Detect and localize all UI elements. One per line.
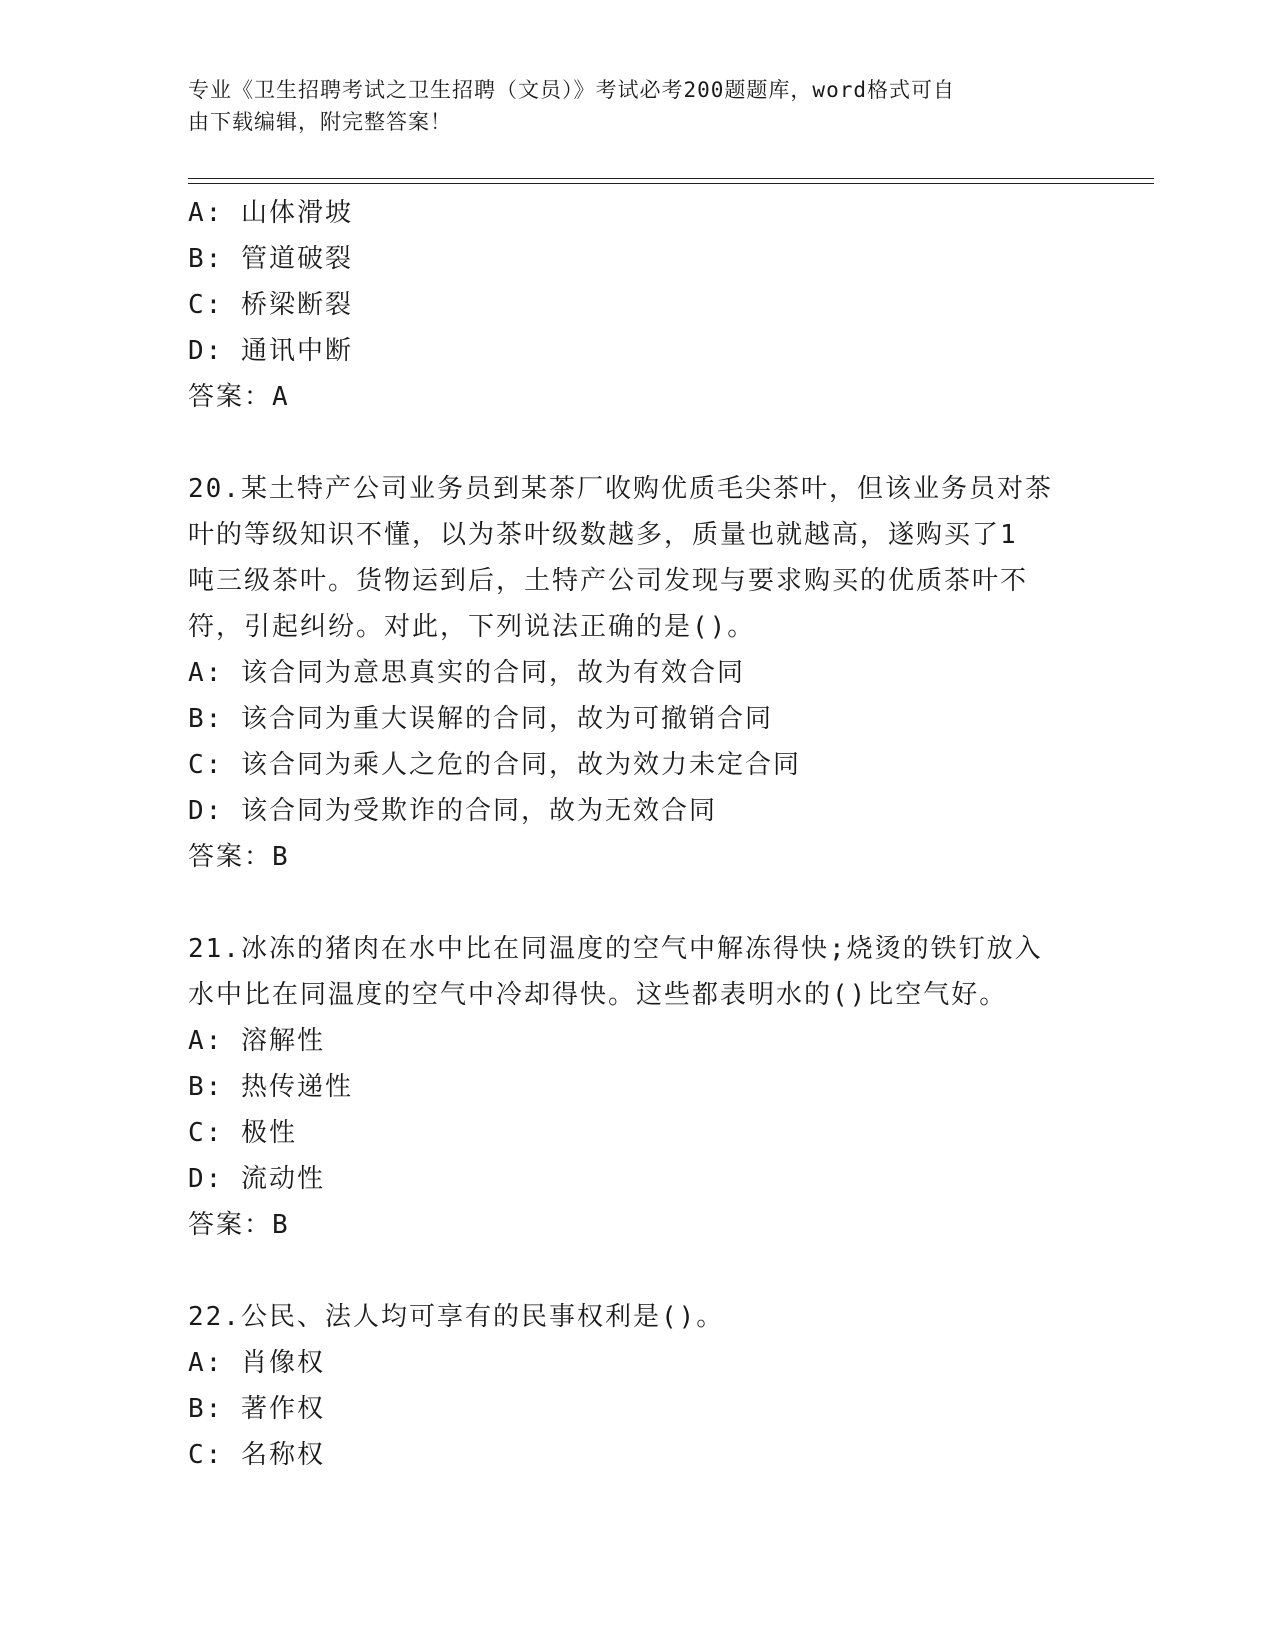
option-a: A: 溶解性 (188, 1026, 325, 1056)
question-text-line: 符，引起纠纷。对此，下列说法正确的是()。 (188, 612, 756, 642)
option-c: C: 桥梁断裂 (188, 290, 353, 320)
question-text (188, 466, 1068, 650)
question-text-line: 21.冰冻的猪肉在水中比在同温度的空气中解冻得快;烧烫的铁钉放入 (188, 934, 1043, 964)
option-b: B: 该合同为重大误解的合同，故为可撤销合同 (188, 704, 773, 734)
option-a: A: 肖像权 (188, 1348, 325, 1378)
option-d: D: 该合同为受欺诈的合同，故为无效合同 (188, 796, 717, 826)
question-21 (188, 926, 1068, 1248)
answer: 答案：A (188, 382, 290, 412)
question-text-line: 叶的等级知识不懂，以为茶叶级数越多，质量也就越高，遂购买了1 (188, 520, 1018, 550)
option-b: B: 热传递性 (188, 1072, 353, 1102)
question-text-line: 吨三级茶叶。货物运到后，土特产公司发现与要求购买的优质茶叶不 (188, 566, 1029, 596)
question-22 (188, 1294, 1068, 1478)
header-line-1: 专业《卫生招聘考试之卫生招聘（文员）》考试必考200题题库，word格式可自 (188, 78, 955, 102)
option-a: A: 山体滑坡 (188, 198, 353, 228)
question-text-line: 20.某土特产公司业务员到某茶厂收购优质毛尖茶叶，但该业务员对茶 (188, 474, 1053, 504)
header-divider-top (188, 178, 1154, 179)
question-text-line: 水中比在同温度的空气中冷却得快。这些都表明水的()比空气好。 (188, 980, 1008, 1010)
option-c: C: 名称权 (188, 1440, 325, 1470)
option-c: C: 该合同为乘人之危的合同，故为效力未定合同 (188, 750, 801, 780)
header-divider-bottom (188, 183, 1154, 184)
header-line-2: 由下载编辑，附完整答案！ (188, 110, 452, 134)
document-header (188, 74, 1088, 138)
answer: 答案：B (188, 842, 290, 872)
option-c: C: 极性 (188, 1118, 297, 1148)
option-d: D: 流动性 (188, 1164, 325, 1194)
option-b: B: 管道破裂 (188, 244, 353, 274)
question-list (188, 190, 1068, 1478)
option-d: D: 通讯中断 (188, 336, 353, 366)
question-20 (188, 466, 1068, 880)
option-b: B: 著作权 (188, 1394, 325, 1424)
question-text (188, 1294, 1068, 1340)
option-a: A: 该合同为意思真实的合同，故为有效合同 (188, 658, 745, 688)
answer: 答案：B (188, 1210, 290, 1240)
question-text (188, 926, 1068, 1018)
question-text-line: 22.公民、法人均可享有的民事权利是()。 (188, 1302, 725, 1332)
question-19 (188, 190, 1068, 420)
